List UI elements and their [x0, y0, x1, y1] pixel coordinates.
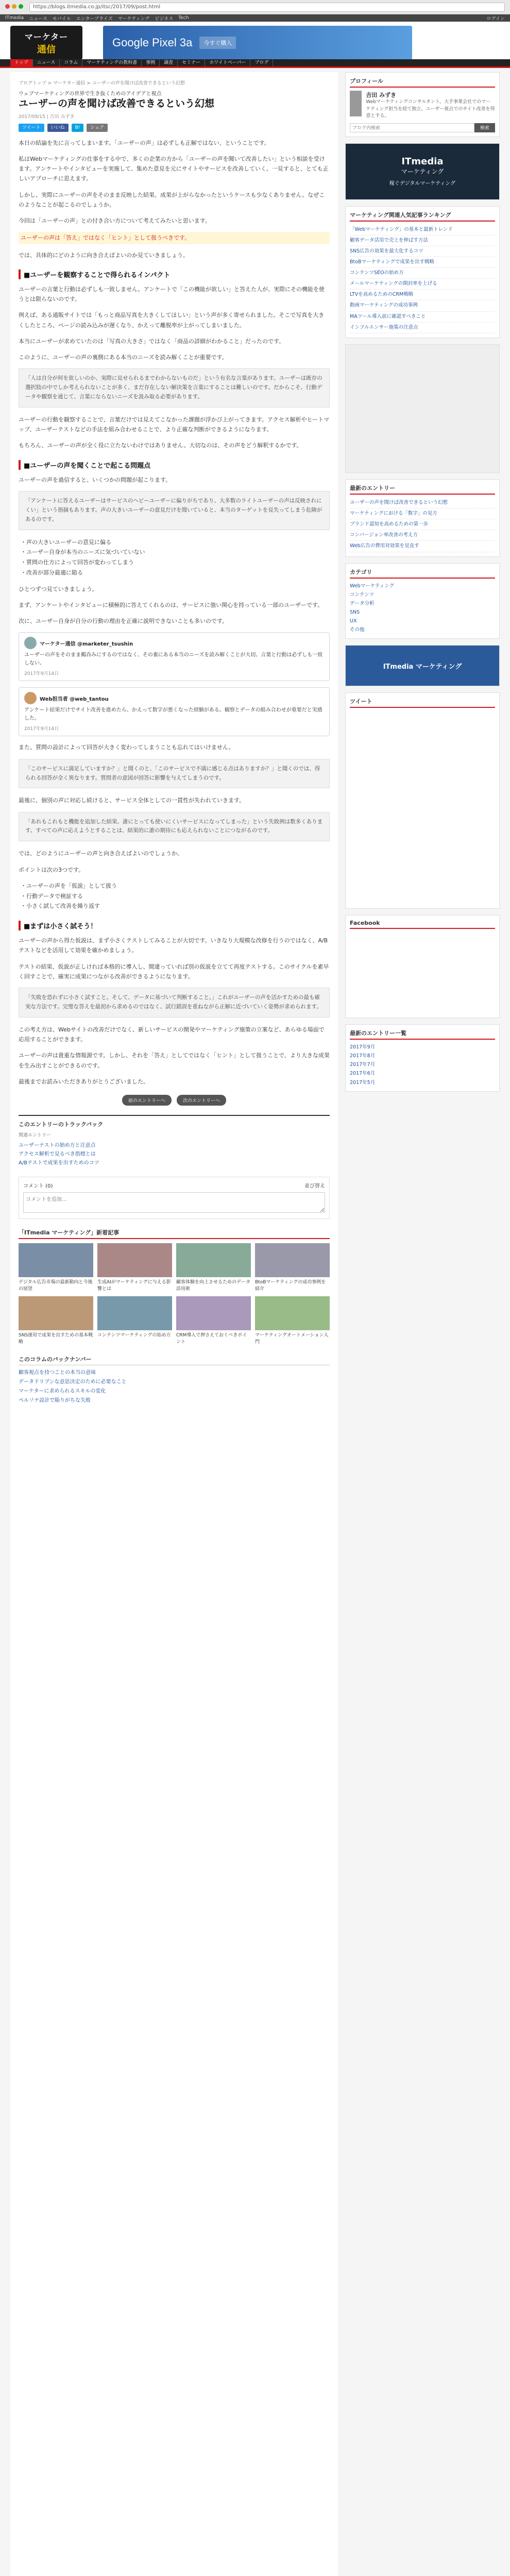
tweet-name: マーケター通信 @marketer_tsushin: [40, 641, 133, 647]
article-meta: 2017/09/15 | 吉田 みずき: [19, 114, 75, 120]
content-wrap: [10, 72, 500, 2576]
nav-item[interactable]: ブログ: [250, 59, 273, 66]
list-item: ・行動データで検証する: [21, 892, 83, 900]
blog-kicker: ウェブマーケティングの世界で生き抜くためのアイデアと視点: [19, 91, 162, 97]
paragraph: この考え方は、Webサイトの改善だけでなく、新しいサービスの開発やマーケティング施策の立案など、あらゆる場面で応用することができます。: [19, 1026, 325, 1043]
comment-count: コメント (0): [23, 1183, 53, 1190]
page-title: ユーザーの声を聞けば改善できるという幻想: [19, 98, 215, 109]
ranking-heading: マーケティング関連人気記事ランキング: [350, 211, 495, 222]
archive-link[interactable]: 2017年7月: [350, 1062, 376, 1068]
category-link[interactable]: コンテンツ: [350, 591, 375, 598]
twitter-heading: ツイート: [350, 697, 495, 708]
comment-sort[interactable]: 並び替え: [304, 1183, 325, 1190]
thumbnail: [19, 1296, 93, 1330]
next-entry-button[interactable]: 次のエントリーへ: [177, 1095, 226, 1106]
category-heading: カテゴリ: [350, 568, 495, 579]
backnumber-section: [19, 1355, 330, 1405]
paragraph: ユーザーの声は貴重な情報源です。しかし、それを「答え」としてではなく「ヒント」として扱うことで、より大きな成果を生み出すことができるのです。: [19, 1052, 330, 1069]
recent-heading: 最新のエントリー: [350, 484, 495, 495]
related-heading: このエントリーのトラックバック: [19, 1121, 104, 1128]
paragraph: まず、アンケートやインタビューに積極的に答えてくれるのは、サービスに強い関心を持っている一部のユーザーです。: [19, 601, 324, 608]
category-link[interactable]: データ分析: [350, 600, 375, 606]
promo-section: [19, 1228, 330, 1345]
ranking-link[interactable]: LTVを高めるためのCRM戦略: [350, 290, 495, 300]
recent-link[interactable]: Web広告の費用対効果を見直す: [350, 541, 495, 552]
bullet-list: [21, 537, 330, 578]
article-main: [10, 72, 338, 2576]
avatar: [24, 637, 37, 649]
ranking-link[interactable]: 動画マーケティングの成功事例: [350, 300, 495, 311]
ranking-link[interactable]: メールマーケティングの開封率を上げる: [350, 279, 495, 290]
top-utility-bar: [0, 14, 510, 22]
topbar-item[interactable]: ITmedia: [5, 15, 24, 21]
related-subheading: 関連エントリー: [19, 1133, 52, 1139]
section-heading: ■まずは小さく試そう！: [19, 921, 330, 930]
archive-link[interactable]: 2017年5月: [350, 1079, 376, 1086]
paragraph: テストの結果、仮説が正しければ本格的に導入し、間違っていれば別の仮説を立てて再度テストする。このサイクルを素早く回すことで、確実に成果につながる改善ができるようになります。: [19, 963, 329, 980]
blockquote: 「人は自分が何を欲しいのか、実際に見せられるまでわからないものだ」という有名な言葉があります。ユーザーは既存の選択肢の中でしか考えられないことが多く、まだ存在しない解決策を言葉にすることは難しいのです。だからこそ、行動データや観察を通じて、言葉にならないニーズを汲み取る必要があります。: [19, 368, 330, 408]
embedded-tweet[interactable]: [19, 687, 330, 736]
profile-heading: プロフィール: [350, 77, 495, 88]
topbar-item[interactable]: Tech: [178, 15, 189, 21]
author-name[interactable]: 吉田 みずき: [366, 92, 397, 98]
embedded-tweet[interactable]: [19, 632, 330, 681]
thumbnail: [97, 1296, 172, 1330]
blockquote: 「アンケートに答えるユーザーはサービスのヘビーユーザーに偏りがちであり、大多数のライトユーザーの声は反映されにくい」という指摘もあります。声の大きいユーザーの意見だけを聞いていると、本当のターゲットを見失ってしまう危険があるのです。: [19, 491, 330, 530]
entry-pager: [19, 1095, 330, 1106]
nav-item[interactable]: 事例: [142, 59, 160, 66]
category-link[interactable]: Webマーケティング: [350, 583, 395, 589]
site-logo[interactable]: [10, 26, 82, 60]
share-button[interactable]: シェア: [87, 124, 108, 132]
paragraph: ユーザーの言葉と行動は必ずしも一致しません。アンケートで「この機能が欲しい」と答えた人が、実際にその機能を使うとは限らないのです。: [19, 285, 325, 303]
paragraph: しかし、実際にユーザーの声をそのまま反映した結果、成果が上がらなかったというケースも少なくありません。なぜこのようなことが起こるのでしょうか。: [19, 191, 325, 208]
topbar-login[interactable]: ログイン: [486, 16, 505, 22]
recent-entries-box: [345, 479, 500, 557]
archive-link[interactable]: 2017年9月: [350, 1044, 376, 1050]
paragraph: 今回は「ユーザーの声」との付き合い方について考えてみたいと思います。: [19, 217, 211, 225]
section-heading: ■ユーザーを観察することで得られるインパクト: [19, 269, 330, 279]
paragraph: 例えば、ある通販サイトでは「もっと商品写真を大きくしてほしい」という声が多く寄せられました。そこで写真を大きくしたところ、ページの読み込みが遅くなり、かえって離脱率が上がってしまいました。: [19, 312, 325, 329]
social-buttons: [19, 124, 330, 132]
nav-item[interactable]: トップ: [10, 59, 33, 66]
ad-sub: マーケティング: [401, 168, 444, 175]
thumbnail: [176, 1296, 251, 1330]
twitter-box: [345, 692, 500, 909]
paragraph: 本当にユーザーが求めていたのは「写真の大きさ」ではなく「商品の詳細がわかること」だったのです。: [19, 337, 285, 345]
search-form: [350, 123, 495, 132]
tweet-author: [24, 692, 324, 704]
topbar-item[interactable]: マーケティング: [117, 16, 150, 22]
paragraph: このように、ユーザーの声の裏側にある本当のニーズを読み解くことが重要です。: [19, 354, 228, 361]
paragraph: ユーザーの声を過信すると、いくつかの問題が起こります。: [19, 476, 172, 483]
category-link[interactable]: UX: [350, 618, 357, 624]
paragraph: ユーザーの行動を観察することで、言葉だけでは見えてこなかった課題が浮かび上がってきます。アクセス解析やヒートマップ、ユーザーテストなどの手法を組み合わせることで、より正確な判断ができるようになります。: [19, 416, 330, 433]
blockquote: 「このサービスに満足していますか？」と聞くのと、「このサービスで不満に感じる点はありますか？」と聞くのでは、得られる回答が全く異なります。質問者の意図が回答に影響を与えてしまうのです。: [19, 759, 330, 789]
topbar-item[interactable]: ビジネス: [155, 16, 174, 22]
tweet-date: 2017年9月14日: [24, 726, 59, 732]
facebook-box: [345, 915, 500, 1018]
ranking-box: [345, 206, 500, 338]
banner-title: Google Pixel 3a: [112, 36, 193, 49]
topbar-item[interactable]: ニュース: [29, 16, 47, 22]
section-heading: ■ユーザーの声を聞くことで起こる問題点: [19, 460, 330, 470]
facebook-heading: Facebook: [350, 920, 495, 929]
ranking-link[interactable]: インフルエンサー施策の注意点: [350, 323, 495, 333]
recent-link[interactable]: マーケティングにおける「数字」の見方: [350, 509, 495, 519]
author-avatar: [350, 91, 362, 116]
list-item: ・小さく試して改善を繰り返す: [21, 903, 100, 910]
hatena-button[interactable]: B!: [72, 124, 84, 132]
backnumber-link[interactable]: ペルソナ設計で陥りがちな失敗: [19, 1397, 91, 1403]
promo-card[interactable]: BtoBマーケティングの成功事例を紹介: [255, 1243, 330, 1292]
comments-box: [19, 1177, 330, 1219]
ad-slot[interactable]: [345, 344, 500, 473]
window-controls[interactable]: [5, 4, 25, 10]
paragraph: 最後に、個別の声に対応し続けると、サービス全体としての一貫性が失われていきます。: [19, 797, 245, 804]
backnumber-link[interactable]: データドリブンな意思決定のために必要なこと: [19, 1379, 127, 1385]
nav-item[interactable]: コラム: [60, 59, 82, 66]
thumbnail: [19, 1243, 93, 1277]
prev-entry-button[interactable]: 前のエントリーへ: [122, 1095, 172, 1106]
backnumber-heading: このコラムのバックナンバー: [19, 1355, 330, 1365]
ranking-link[interactable]: SNS広告の効果を最大化するコツ: [350, 246, 495, 257]
nav-item[interactable]: マーケティングの教科書: [82, 59, 142, 66]
comment-input[interactable]: [23, 1192, 325, 1213]
nav-item[interactable]: セミナー: [178, 59, 205, 66]
recent-link[interactable]: コンバージョン率改善の考え方: [350, 530, 495, 541]
author-desc: Webマーケティングコンサルタント。大手事業会社でのマーケティング担当を経て独立。ユーザー視点でのサイト改善を得意とする。: [366, 99, 495, 118]
paragraph: ユーザーの声から得た仮説は、まず小さくテストしてみることが大切です。いきなり大規模な改修を行うのではなく、A/Bテストなどを活用して効果を確かめましょう。: [19, 937, 328, 954]
sidebar: [345, 72, 500, 2576]
archive-link[interactable]: 2017年8月: [350, 1053, 376, 1059]
list-item: ・ユーザーの声を「仮説」として扱う: [21, 882, 117, 889]
backnumber-link[interactable]: マーケターに求められるスキルの変化: [19, 1388, 106, 1394]
list-item: ・改善が部分最適に陥る: [21, 569, 83, 576]
banner-cta[interactable]: 今すぐ購入: [199, 37, 236, 49]
highlight-text: ユーザーの声は「答え」ではなく「ヒント」として扱うべきです。: [19, 232, 330, 244]
recent-link[interactable]: ブランド認知を高めるための第一歩: [350, 519, 495, 530]
list-item: ・ユーザー自身が本当のニーズに気づいていない: [21, 549, 145, 556]
promo-card[interactable]: CRM導入で押さえておくべきポイント: [176, 1296, 251, 1345]
nav-item[interactable]: 調査: [160, 59, 178, 66]
browser-chrome: [0, 0, 510, 14]
related-link[interactable]: ユーザーテストの始め方と注意点: [19, 1143, 96, 1149]
related-entries: [19, 1115, 330, 1167]
logo-line2: 通信: [37, 44, 56, 55]
thumbnail: [255, 1296, 330, 1330]
paragraph: 最後までお読みいただきありがとうございました。: [19, 1078, 149, 1085]
promo-card[interactable]: SNS運用で成果を出すための基本戦略: [19, 1296, 93, 1345]
breadcrumb[interactable]: ブログトップ > マーケター通信 > ユーザーの声を聞けば改善できるという幻想: [19, 81, 185, 86]
paragraph: ポイントは次の3つです。: [19, 866, 84, 873]
paragraph: もちろん、ユーザーの声が全く役に立たないわけではありません。大切なのは、その声をどう解釈するかです。: [19, 442, 302, 449]
paragraph: では、どのようにユーザーの声と向き合えばよいのでしょうか。: [19, 850, 183, 857]
backnumber-link[interactable]: 顧客視点を持つことの本当の意味: [19, 1369, 96, 1376]
bullet-list: [21, 881, 330, 911]
archive-heading: 最新のエントリー一覧: [350, 1029, 495, 1040]
related-link[interactable]: アクセス解析で見るべき指標とは: [19, 1151, 96, 1158]
paragraph: ひとつずつ見ていきましょう。: [19, 585, 98, 592]
ranking-link[interactable]: BtoBマーケティングで成果を出す戦略: [350, 257, 495, 268]
ad-title: ITmedia: [401, 156, 444, 167]
search-button[interactable]: 検索: [474, 123, 495, 132]
ranking-link[interactable]: 顧客データ活用で売上を伸ばす方法: [350, 235, 495, 246]
profile-box: [345, 72, 500, 137]
blockquote: 「失敗を恐れずに小さく試すこと。そして、データに基づいて判断すること。」これがユーザーの声を活かすための最も確実な方法です。完璧な答えを最初から求めるのではなく、試行錯誤を重ねながら正解に近づいていく姿勢が求められます。: [19, 988, 330, 1018]
like-button[interactable]: いいね: [47, 124, 69, 132]
blockquote: 「あれもこれもと機能を追加した結果、誰にとっても使いにくいサービスになってしまった」という失敗例は数多くあります。すべての声に応えようとすることは、結果的に誰の期待にも応えられないことにつながるのです。: [19, 812, 330, 842]
promo-card[interactable]: 顧客体験を向上させるためのデータ活用術: [176, 1243, 251, 1292]
promo-card[interactable]: コンテンツマーケティングの始め方: [97, 1296, 172, 1345]
main-nav: [0, 59, 510, 66]
thumbnail: [176, 1243, 251, 1277]
ranking-link[interactable]: 「Webマーケティング」の基本と最新トレンド: [350, 225, 495, 235]
tweet-name: Web担当者 @web_tantou: [40, 696, 109, 702]
topbar-item[interactable]: モバイル: [52, 16, 71, 22]
paragraph: 本日の結論を先に言ってしまいます。「ユーザーの声」は必ずしも正解ではない、ということです。: [19, 139, 270, 146]
category-link[interactable]: SNS: [350, 609, 360, 615]
list-item: ・声の大きいユーザーの意見に偏る: [21, 538, 111, 546]
promo-card[interactable]: マーケティングオートメーション入門: [255, 1296, 330, 1345]
paragraph: また、質問の設計によって回答が大きく変わってしまうことも忘れてはいけません。: [19, 744, 234, 751]
ad-desc: 稼ぐデジタルマーケティング: [389, 181, 456, 187]
promo-card[interactable]: デジタル広告市場の最新動向と今後の展望: [19, 1243, 93, 1292]
paragraph: 次に、ユーザー自身が自分の行動の理由を正確に説明できないことも多いのです。: [19, 618, 228, 625]
tweet-date: 2017年9月14日: [24, 671, 59, 677]
archive-link[interactable]: 2017年6月: [350, 1071, 376, 1077]
ad-banner[interactable]: [103, 26, 412, 60]
thumbnail: [255, 1243, 330, 1277]
related-link[interactable]: A/Bテストで成果を出すためのコツ: [19, 1160, 99, 1166]
paragraph: では、具体的にどのように向き合えばよいのか見ていきましょう。: [19, 251, 189, 259]
ad-title: ITmedia マーケティング: [383, 663, 462, 671]
search-input[interactable]: [350, 123, 474, 132]
category-box: [345, 563, 500, 639]
nav-item[interactable]: ホワイトペーパー: [205, 59, 250, 66]
thumbnail: [97, 1243, 172, 1277]
promo-heading: 「ITmedia マーケティング」新着記事: [19, 1228, 330, 1239]
ad-itmedia-marketing-small[interactable]: [345, 645, 500, 686]
tweet-button[interactable]: ツイート: [19, 124, 44, 132]
ad-itmedia-marketing[interactable]: [345, 143, 500, 200]
ranking-link[interactable]: コンテンツSEOの始め方: [350, 268, 495, 279]
ranking-link[interactable]: MAツール導入前に確認すべきこと: [350, 312, 495, 323]
archive-box: [345, 1024, 500, 1091]
address-bar[interactable]: https://blogs.itmedia.co.jp/itsc/2017/09/post.html: [29, 3, 505, 12]
paragraph: 私はWebマーケティングの仕事をする中で、多くの企業の方から「ユーザーの声を聞いて改善したい」という相談を受けます。アンケートやインタビューを実施して、集めた意見を元にサイトやサービスを改善していく。一見すると、とても正しいアプローチに思えます。: [19, 155, 329, 182]
avatar: [24, 692, 37, 704]
tweet-author: [24, 637, 324, 649]
logo-line1: マーケター: [24, 32, 69, 42]
recent-link[interactable]: ユーザーの声を聞けば改善できるという幻想: [350, 498, 495, 509]
site-header: [0, 22, 510, 68]
category-link[interactable]: その他: [350, 627, 365, 633]
list-item: ・質問の仕方によって回答が変わってしまう: [21, 559, 134, 566]
promo-card[interactable]: 生成AIがマーケティングに与える影響とは: [97, 1243, 172, 1292]
tweet-text: ユーザーの声をそのまま鵜呑みにするのではなく、その裏にある本当のニーズを読み解くことが大切。言葉と行動は必ずしも一致しない。: [24, 652, 323, 667]
tweet-text: アンケート結果だけでサイト改善を進めたら、かえって数字が悪くなった経験がある。観察とデータの組み合わせが重要だと実感した。: [24, 707, 322, 722]
nav-item[interactable]: ニュース: [33, 59, 60, 66]
topbar-item[interactable]: エンタープライズ: [76, 16, 113, 22]
